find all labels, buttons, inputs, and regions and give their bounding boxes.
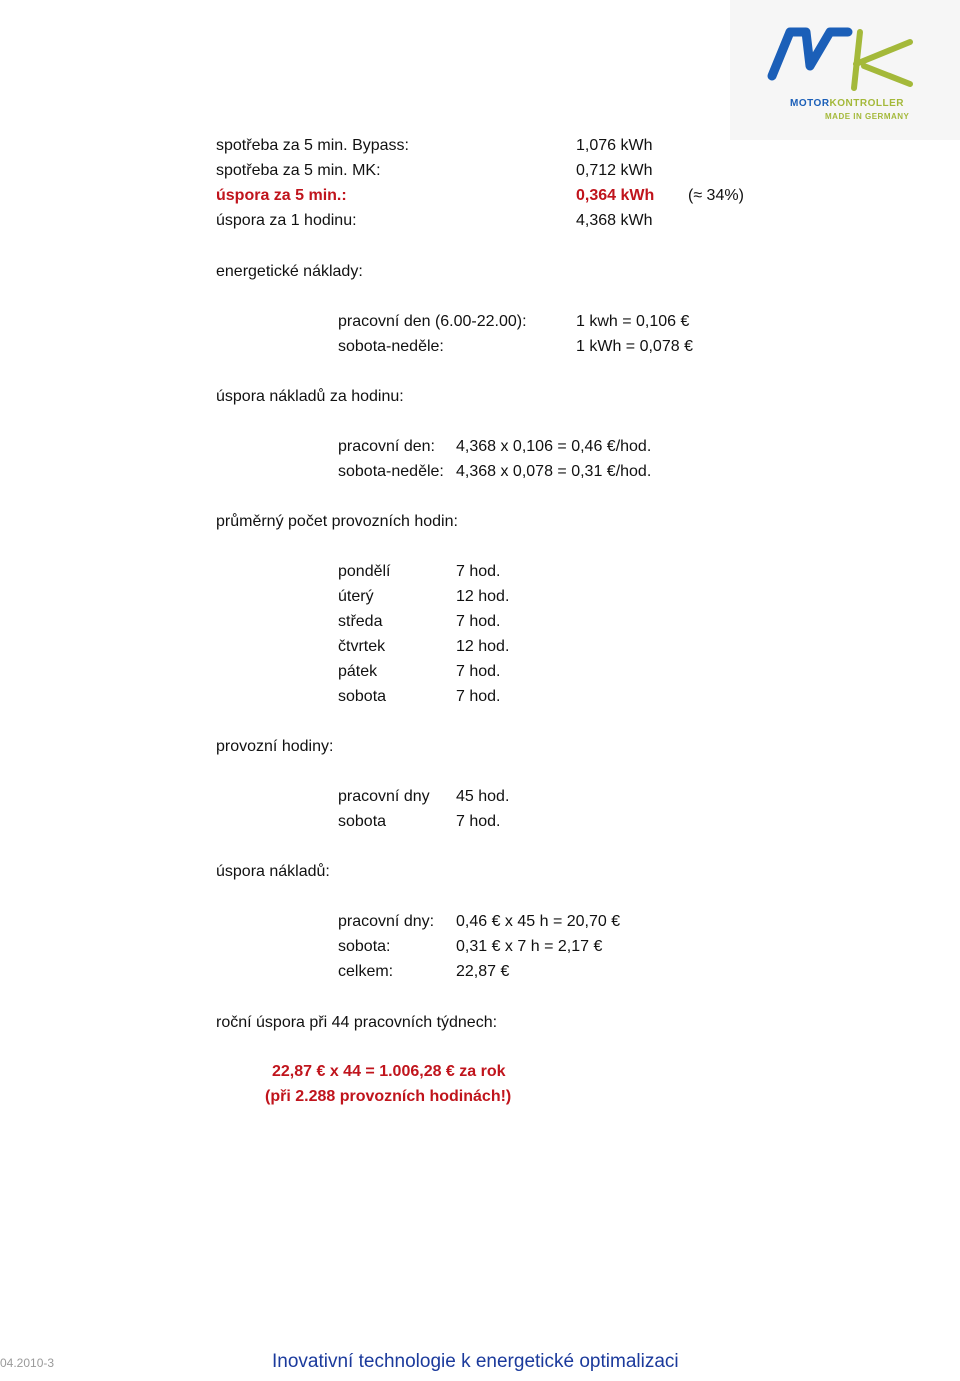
day-label: čtvrtek xyxy=(338,638,386,655)
logo-tagline: MADE IN GERMANY xyxy=(825,112,910,121)
hourly-saving-title: úspora nákladů za hodinu: xyxy=(216,388,404,405)
day-hours: 7 hod. xyxy=(456,563,501,580)
mk-label: spotřeba za 5 min. MK: xyxy=(216,162,381,179)
energy-workday-label: pracovní den (6.00-22.00): xyxy=(338,313,527,330)
cost-workdays-label: pracovní dny: xyxy=(338,913,435,930)
motorkontroller-logo xyxy=(730,0,960,140)
day-hours: 7 hod. xyxy=(456,688,501,705)
saving1h-label: úspora za 1 hodinu: xyxy=(216,212,357,229)
day-label: pondělí xyxy=(338,563,391,580)
footer-slogan: Inovativní technologie k energetické optimalizaci xyxy=(272,1351,679,1372)
cost-saving-title: úspora nákladů: xyxy=(216,863,330,880)
avg-hours-title: průměrný počet provozních hodin: xyxy=(216,513,458,530)
bypass-value: 1,076 kWh xyxy=(576,137,653,154)
energy-weekend-label: sobota-neděle: xyxy=(338,338,444,355)
annual-hours-note: (při 2.288 provozních hodinách!) xyxy=(265,1088,512,1105)
annual-result: 22,87 € x 44 = 1.006,28 € za rok xyxy=(272,1063,506,1080)
hourly-workday-value: 4,368 x 0,106 = 0,46 €/hod. xyxy=(456,438,652,455)
cost-saturday-label: sobota: xyxy=(338,938,391,955)
day-hours: 7 hod. xyxy=(456,613,501,630)
footer-code: 04.2010-3 xyxy=(0,1356,55,1370)
saving1h-value: 4,368 kWh xyxy=(576,212,653,229)
day-hours: 12 hod. xyxy=(456,588,510,605)
energy-costs-title: energetické náklady: xyxy=(216,263,363,280)
operating-hours-title: provozní hodiny: xyxy=(216,738,334,755)
hourly-workday-label: pracovní den: xyxy=(338,438,435,455)
day-hours: 12 hod. xyxy=(456,638,510,655)
saving5-percent: (≈ 34%) xyxy=(688,187,744,204)
day-hours: 7 hod. xyxy=(456,663,501,680)
mk-value: 0,712 kWh xyxy=(576,162,653,179)
day-label: středa xyxy=(338,613,383,630)
operating-workdays-label: pracovní dny xyxy=(338,788,430,805)
saving5-label: úspora za 5 min.: xyxy=(216,187,347,204)
mk-logo-icon xyxy=(760,18,930,98)
day-label: sobota xyxy=(338,688,387,705)
cost-total-label: celkem: xyxy=(338,963,394,980)
day-label: úterý xyxy=(338,588,374,605)
hourly-weekend-label: sobota-neděle: xyxy=(338,463,444,480)
cost-saturday-value: 0,31 € x 7 h = 2,17 € xyxy=(456,938,603,955)
cost-total-value: 22,87 € xyxy=(456,963,510,980)
energy-workday-value: 1 kwh = 0,106 € xyxy=(576,313,690,330)
operating-saturday-label: sobota xyxy=(338,813,387,830)
energy-weekend-value: 1 kWh = 0,078 € xyxy=(576,338,693,355)
saving5-value: 0,364 kWh xyxy=(576,187,655,204)
day-label: pátek xyxy=(338,663,378,680)
operating-saturday-value: 7 hod. xyxy=(456,813,501,830)
logo-brand: MOTORKONTROLLER xyxy=(790,98,904,109)
annual-title: roční úspora při 44 pracovních týdnech: xyxy=(216,1014,498,1031)
hourly-weekend-value: 4,368 x 0,078 = 0,31 €/hod. xyxy=(456,463,652,480)
cost-workdays-value: 0,46 € x 45 h = 20,70 € xyxy=(456,913,621,930)
bypass-label: spotřeba za 5 min. Bypass: xyxy=(216,137,409,154)
operating-workdays-value: 45 hod. xyxy=(456,788,510,805)
